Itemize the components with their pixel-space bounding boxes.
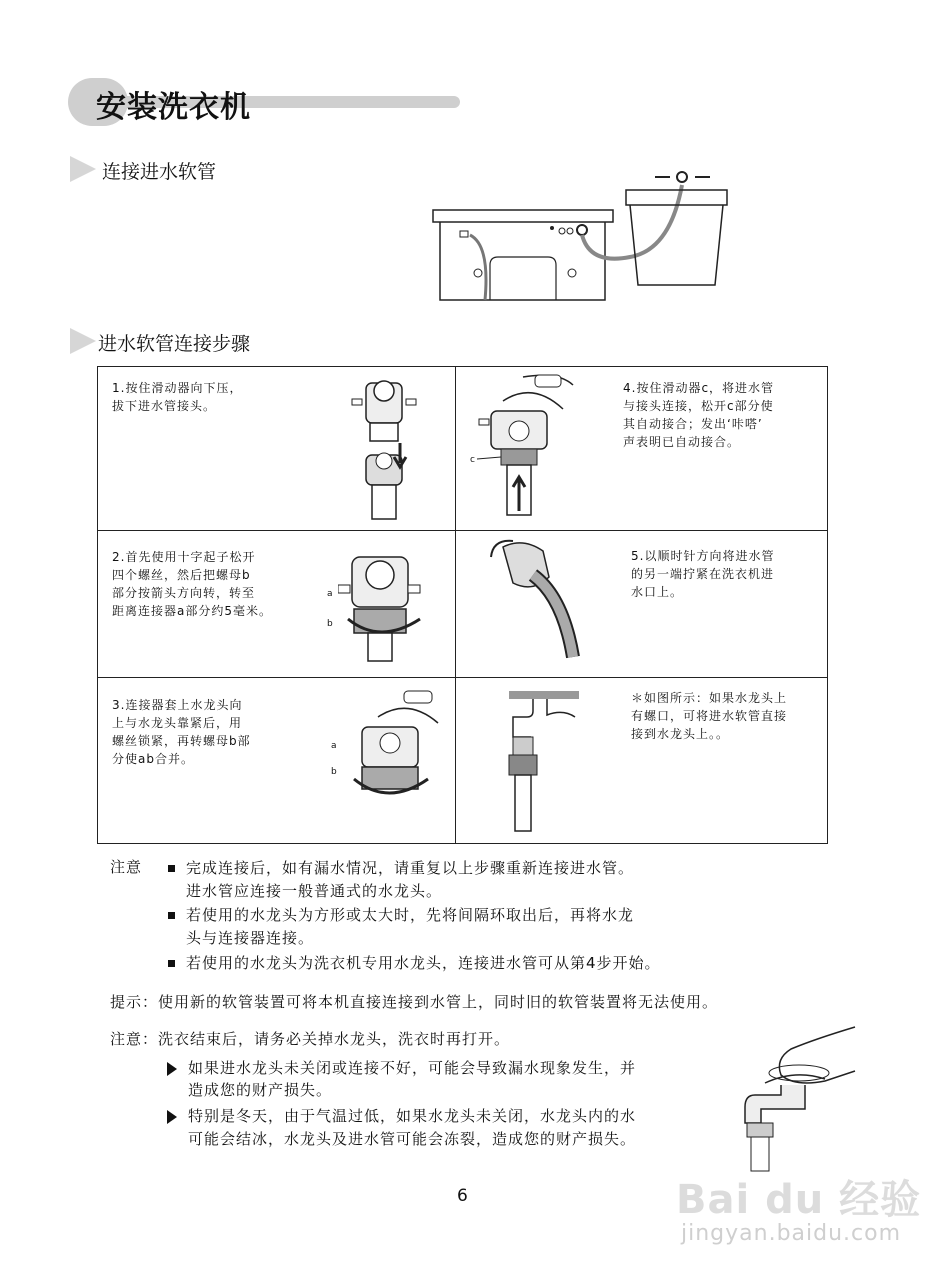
- step-6-faucet-illustration: [503, 687, 613, 837]
- step-5-hose-illustration: [483, 537, 593, 672]
- caution-line: 注意：洗衣结束后，请务必关掉水龙头，洗衣时再打开。: [110, 1030, 511, 1048]
- note-1-line-2: 进水管应连接一般普通式的水龙头。: [186, 882, 443, 900]
- washer-sink-illustration: [430, 165, 730, 310]
- step-1-text: 1.按住滑动器向下压， 拔下进水管接头。: [112, 381, 243, 413]
- section-heading-hose: 连接进水软管: [102, 161, 217, 183]
- caution-2-line-2: 可能会结冰，水龙头及进水管可能会冻裂，造成您的财产损失。: [188, 1130, 637, 1148]
- bullet-square-icon: [168, 912, 175, 919]
- label-b: b: [331, 767, 338, 777]
- note-2-line-1: 若使用的水龙头为方形或太大时，先将间隔环取出后，再将水龙: [186, 906, 635, 924]
- bullet-square-icon: [168, 960, 175, 967]
- section-marker-icon: [70, 156, 96, 182]
- note-2-line-2: 头与连接器连接。: [186, 929, 315, 947]
- tip-text: 提示：使用新的软管装置可将本机直接连接到水管上，同时旧的软管装置将无法使用。: [110, 993, 719, 1011]
- steps-table: [97, 366, 828, 844]
- section-marker-icon: [70, 328, 96, 354]
- note-3: 若使用的水龙头为洗衣机专用水龙头，连接进水管可从第4步开始。: [186, 954, 661, 972]
- bullet-square-icon: [168, 865, 175, 872]
- note-1-line-1: 完成连接后，如有漏水情况，请重复以上步骤重新连接进水管。: [186, 859, 635, 877]
- step-1-connector-illustration: [348, 373, 418, 523]
- step-4-connector-illustration: [463, 371, 583, 521]
- step-2-text: 2.首先使用十字起子松开 四个螺丝，然后把螺母b 部分按箭头方向转，转至 距离连接器a部分约5毫米。: [112, 550, 272, 618]
- label-a: a: [327, 589, 334, 599]
- step-4-text: 4.按住滑动器c，将进水管 与接头连接，松开c部分使 其自动接合；发出‘咔嗒’ 声表明已自动接合。: [623, 381, 775, 449]
- step-3-connector-illustration: [338, 687, 448, 817]
- watermark-url: jingyan.baidu.com: [681, 1221, 902, 1246]
- label-c: c: [470, 455, 476, 465]
- step-3-text: 3.连接器套上水龙头向 上与水龙头靠紧后，用 螺丝锁紧，再转螺母b部 分使ab合并。: [112, 698, 251, 766]
- watermark-logo: Bai du 经验: [676, 1177, 922, 1223]
- bullet-triangle-icon: [167, 1110, 177, 1124]
- hand-faucet-illustration: [735, 1025, 865, 1175]
- bullet-triangle-icon: [167, 1062, 177, 1076]
- label-a: a: [331, 741, 338, 751]
- label-b: b: [327, 619, 334, 629]
- page-title: 安装洗衣机: [96, 90, 251, 125]
- notes-label: 注意: [110, 858, 143, 876]
- caution-1-line-2: 造成您的财产损失。: [188, 1081, 333, 1099]
- caution-1-line-1: 如果进水龙头未关闭或连接不好，可能会导致漏水现象发生，并: [188, 1059, 637, 1077]
- page-number: 6: [457, 1186, 468, 1206]
- step-6-text: ＊如图所示：如果水龙头上 有螺口，可将进水软管直接 接到水龙头上。。: [631, 691, 788, 741]
- step-5-text: 5.以顺时针方向将进水管 的另一端拧紧在洗衣机进 水口上。: [631, 549, 775, 599]
- step-2-connector-illustration: [338, 549, 428, 669]
- section-heading-steps: 进水软管连接步骤: [98, 333, 251, 355]
- caution-2-line-1: 特别是冬天，由于气温过低，如果水龙头未关闭，水龙头内的水: [188, 1107, 637, 1125]
